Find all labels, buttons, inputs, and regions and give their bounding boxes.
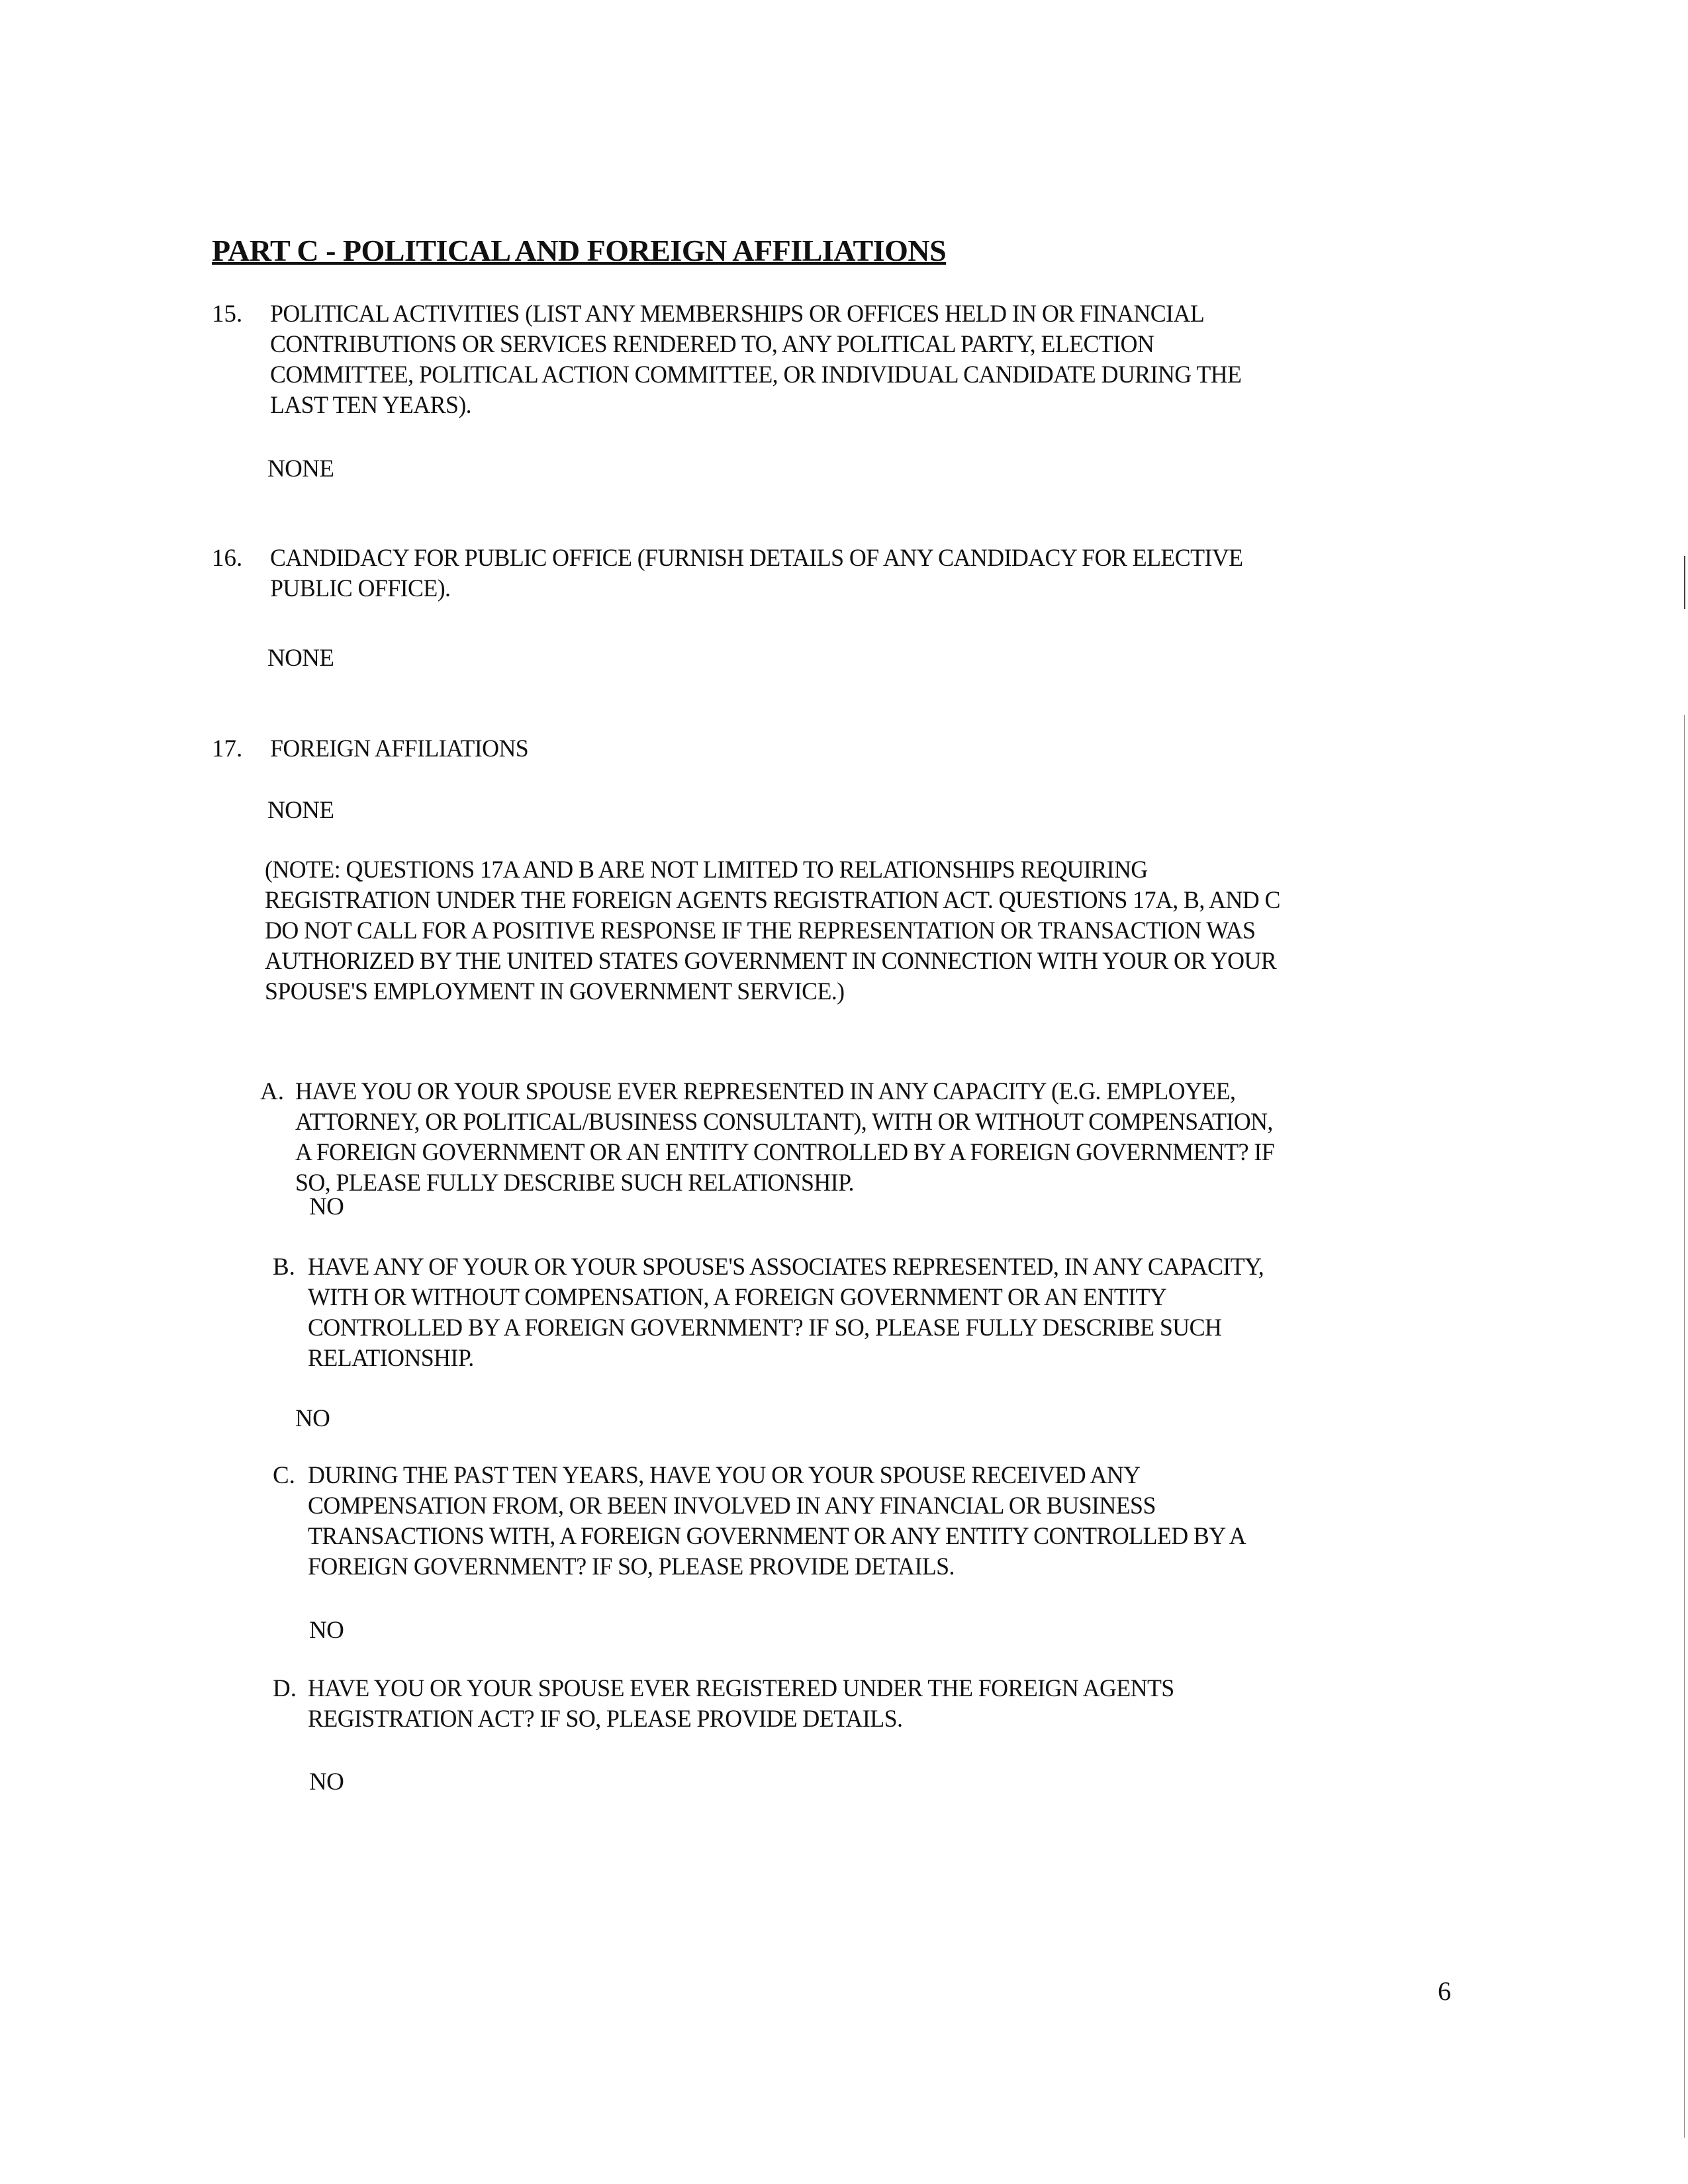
text-line: PUBLIC OFFICE).	[270, 575, 451, 602]
question-text	[270, 734, 536, 764]
text-line: CONTROLLED BY A FOREIGN GOVERNMENT? IF SO, PLEASE FULLY DESCRIBE SUCH	[308, 1314, 1222, 1342]
answer: NO	[309, 1193, 344, 1220]
text-line: HAVE YOU OR YOUR SPOUSE EVER REGISTERED UNDER THE FOREIGN AGENTS	[308, 1675, 1174, 1702]
subquestion-letter: B.	[273, 1253, 295, 1281]
scan-edge-mark	[1684, 556, 1685, 609]
question-number: 17.	[212, 735, 243, 762]
answer: NONE	[267, 645, 334, 672]
text-line: WITH OR WITHOUT COMPENSATION, A FOREIGN GOVERNMENT OR AN ENTITY	[308, 1284, 1167, 1311]
text-line: A FOREIGN GOVERNMENT OR AN ENTITY CONTROLLED BY A FOREIGN GOVERNMENT? IF	[295, 1139, 1275, 1166]
text-line: SO, PLEASE FULLY DESCRIBE SUCH RELATIONSHIP.	[295, 1169, 854, 1197]
text-line: ATTORNEY, OR POLITICAL/BUSINESS CONSULTANT), WITH OR WITHOUT COMPENSATION,	[295, 1109, 1273, 1136]
text-line: CONTRIBUTIONS OR SERVICES RENDERED TO, ANY POLITICAL PARTY, ELECTION	[270, 331, 1154, 358]
subquestion-letter: D.	[273, 1675, 297, 1702]
subquestion-text	[308, 1252, 1293, 1374]
note-text	[265, 855, 1311, 1007]
subquestion-letter: C.	[273, 1462, 295, 1489]
text-line: COMPENSATION FROM, OR BEEN INVOLVED IN ANY FINANCIAL OR BUSINESS	[308, 1492, 1156, 1520]
scan-edge-mark	[1684, 715, 1685, 2138]
text-line: COMMITTEE, POLITICAL ACTION COMMITTEE, OR INDIVIDUAL CANDIDATE DURING THE	[270, 361, 1242, 388]
text-line: FOREIGN GOVERNMENT? IF SO, PLEASE PROVIDE DETAILS.	[308, 1553, 955, 1580]
answer: NO	[309, 1768, 344, 1796]
text-line: SPOUSE'S EMPLOYMENT IN GOVERNMENT SERVICE.)	[265, 978, 845, 1005]
subquestion-text	[295, 1077, 1305, 1199]
question-text	[270, 299, 1272, 421]
text-line: LAST TEN YEARS).	[270, 392, 472, 419]
question-number: 16.	[212, 545, 243, 572]
text-line: (NOTE: QUESTIONS 17A AND B ARE NOT LIMITED TO RELATIONSHIPS REQUIRING	[265, 856, 1148, 884]
text-line: REGISTRATION UNDER THE FOREIGN AGENTS REGISTRATION ACT. QUESTIONS 17A, B, AND C	[265, 887, 1280, 914]
answer: NONE	[267, 797, 334, 824]
question-text	[270, 543, 1273, 604]
text-line: AUTHORIZED BY THE UNITED STATES GOVERNMENT IN CONNECTION WITH YOUR OR YOUR	[265, 948, 1277, 975]
text-line: DO NOT CALL FOR A POSITIVE RESPONSE IF THE REPRESENTATION OR TRANSACTION WAS	[265, 917, 1256, 944]
text-line: DURING THE PAST TEN YEARS, HAVE YOU OR YOUR SPOUSE RECEIVED ANY	[308, 1462, 1141, 1489]
text-line: TRANSACTIONS WITH, A FOREIGN GOVERNMENT OR ANY ENTITY CONTROLLED BY A	[308, 1523, 1246, 1550]
text-line: FOREIGN AFFILIATIONS	[270, 735, 529, 762]
text-line: RELATIONSHIP.	[308, 1345, 474, 1372]
answer: NO	[309, 1617, 344, 1644]
answer: NO	[295, 1405, 330, 1432]
question-number: 15.	[212, 300, 243, 328]
page-number: 6	[1438, 1976, 1451, 2006]
text-line: CANDIDACY FOR PUBLIC OFFICE (FURNISH DETAILS OF ANY CANDIDACY FOR ELECTIVE	[270, 545, 1243, 572]
text-line: HAVE YOU OR YOUR SPOUSE EVER REPRESENTED IN ANY CAPACITY (E.G. EMPLOYEE,	[295, 1078, 1236, 1105]
subquestion-text	[308, 1674, 1201, 1735]
subquestion-text	[308, 1461, 1275, 1582]
text-line: POLITICAL ACTIVITIES (LIST ANY MEMBERSHIPS OR OFFICES HELD IN OR FINANCIAL	[270, 300, 1205, 328]
text-line: HAVE ANY OF YOUR OR YOUR SPOUSE'S ASSOCIATES REPRESENTED, IN ANY CAPACITY,	[308, 1253, 1264, 1281]
subquestion-letter: A.	[260, 1078, 284, 1105]
answer: NONE	[267, 455, 334, 482]
text-line: REGISTRATION ACT? IF SO, PLEASE PROVIDE DETAILS.	[308, 1706, 903, 1733]
section-heading: PART C - POLITICAL AND FOREIGN AFFILIATIONS	[212, 234, 947, 267]
